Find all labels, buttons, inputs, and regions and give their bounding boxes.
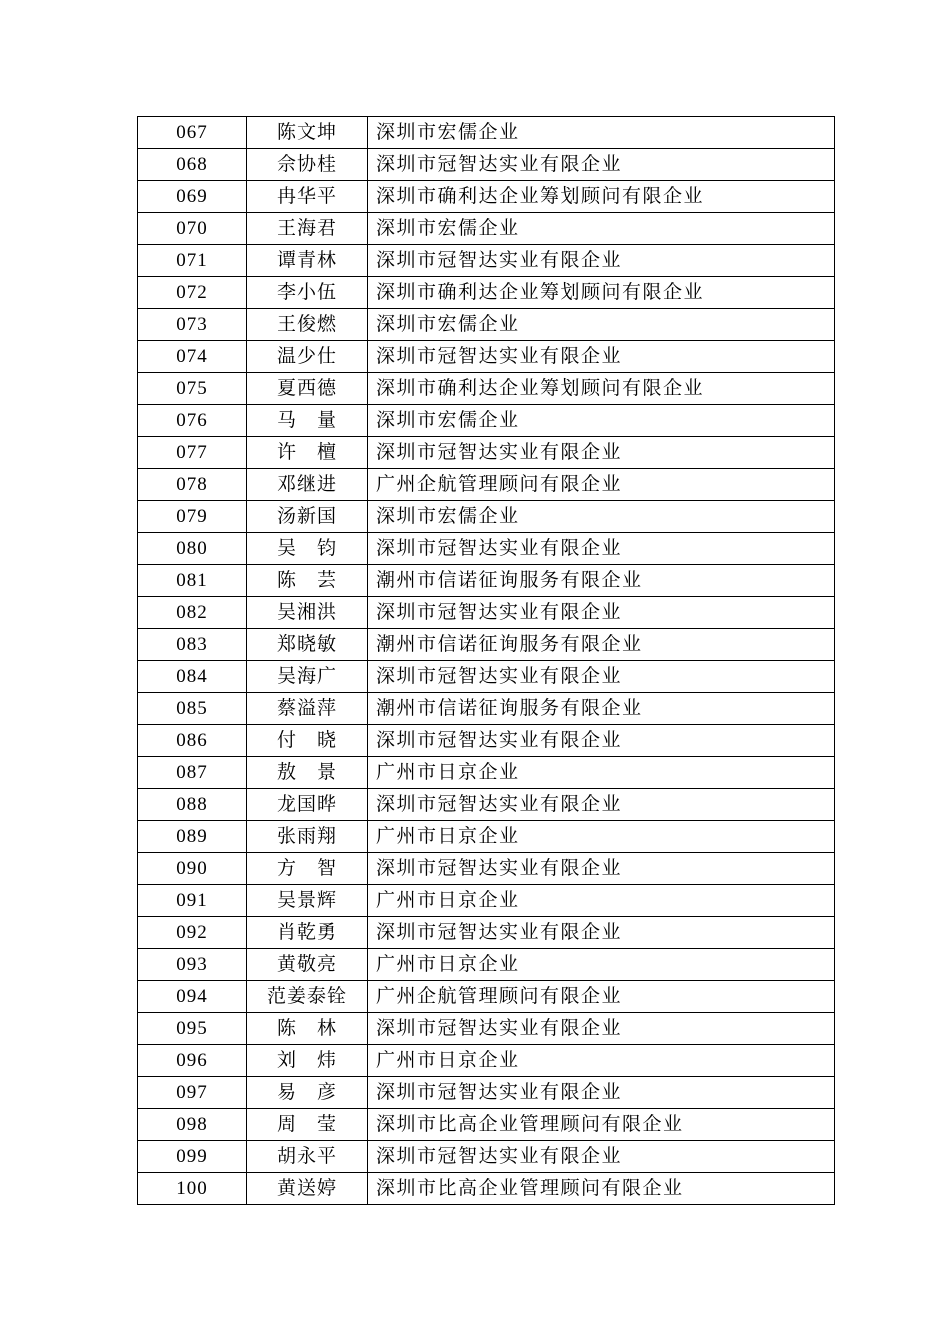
- organization-cell: 广州企航管理顾问有限企业: [368, 981, 835, 1013]
- organization-cell: 潮州市信诺征询服务有限企业: [368, 693, 835, 725]
- person-name-cell: 王俊燃: [247, 309, 368, 341]
- row-number-cell: 073: [138, 309, 247, 341]
- row-number-cell: 098: [138, 1109, 247, 1141]
- person-name-cell: 陈 林: [247, 1013, 368, 1045]
- person-name-cell: 刘 炜: [247, 1045, 368, 1077]
- row-number-cell: 095: [138, 1013, 247, 1045]
- row-number-cell: 074: [138, 341, 247, 373]
- table-row: [138, 245, 835, 277]
- person-name-cell: 马 量: [247, 405, 368, 437]
- roster-table-body: [138, 117, 835, 1205]
- person-name-cell: 范姜泰铨: [247, 981, 368, 1013]
- organization-cell: 深圳市宏儒企业: [368, 309, 835, 341]
- table-row: [138, 1077, 835, 1109]
- table-row: [138, 469, 835, 501]
- person-name-cell: 蔡溢萍: [247, 693, 368, 725]
- table-row: [138, 821, 835, 853]
- organization-cell: 深圳市冠智达实业有限企业: [368, 245, 835, 277]
- table-row: [138, 213, 835, 245]
- organization-cell: 深圳市冠智达实业有限企业: [368, 1013, 835, 1045]
- person-name-cell: 肖乾勇: [247, 917, 368, 949]
- organization-cell: 深圳市冠智达实业有限企业: [368, 661, 835, 693]
- person-name-cell: 陈文坤: [247, 117, 368, 149]
- person-name-cell: 夏西德: [247, 373, 368, 405]
- row-number-cell: 083: [138, 629, 247, 661]
- row-number-cell: 097: [138, 1077, 247, 1109]
- row-number-cell: 087: [138, 757, 247, 789]
- person-name-cell: 谭青林: [247, 245, 368, 277]
- organization-cell: 深圳市冠智达实业有限企业: [368, 437, 835, 469]
- organization-cell: 深圳市冠智达实业有限企业: [368, 1077, 835, 1109]
- organization-cell: 深圳市宏儒企业: [368, 405, 835, 437]
- table-row: [138, 693, 835, 725]
- organization-cell: 深圳市冠智达实业有限企业: [368, 149, 835, 181]
- row-number-cell: 070: [138, 213, 247, 245]
- organization-cell: 潮州市信诺征询服务有限企业: [368, 565, 835, 597]
- table-row: [138, 1109, 835, 1141]
- table-row: [138, 565, 835, 597]
- table-row: [138, 437, 835, 469]
- row-number-cell: 080: [138, 533, 247, 565]
- organization-cell: 深圳市冠智达实业有限企业: [368, 853, 835, 885]
- person-name-cell: 许 檀: [247, 437, 368, 469]
- person-name-cell: 李小伍: [247, 277, 368, 309]
- table-row: [138, 725, 835, 757]
- table-row: [138, 373, 835, 405]
- person-name-cell: 邓继进: [247, 469, 368, 501]
- table-row: [138, 501, 835, 533]
- person-name-cell: 吴景辉: [247, 885, 368, 917]
- row-number-cell: 100: [138, 1173, 247, 1205]
- person-name-cell: 周 莹: [247, 1109, 368, 1141]
- table-row: [138, 789, 835, 821]
- row-number-cell: 081: [138, 565, 247, 597]
- row-number-cell: 091: [138, 885, 247, 917]
- person-name-cell: 黄送婷: [247, 1173, 368, 1205]
- table-row: [138, 181, 835, 213]
- table-row: [138, 885, 835, 917]
- table-row: [138, 949, 835, 981]
- person-name-cell: 佘协桂: [247, 149, 368, 181]
- person-name-cell: 温少仕: [247, 341, 368, 373]
- table-row: [138, 405, 835, 437]
- row-number-cell: 086: [138, 725, 247, 757]
- table-row: [138, 1141, 835, 1173]
- organization-cell: 深圳市比高企业管理顾问有限企业: [368, 1173, 835, 1205]
- person-name-cell: 冉华平: [247, 181, 368, 213]
- table-row: [138, 149, 835, 181]
- table-row: [138, 1173, 835, 1205]
- row-number-cell: 071: [138, 245, 247, 277]
- organization-cell: 潮州市信诺征询服务有限企业: [368, 629, 835, 661]
- organization-cell: 深圳市冠智达实业有限企业: [368, 1141, 835, 1173]
- row-number-cell: 082: [138, 597, 247, 629]
- person-name-cell: 黄敬亮: [247, 949, 368, 981]
- table-row: [138, 1045, 835, 1077]
- organization-cell: 深圳市冠智达实业有限企业: [368, 917, 835, 949]
- organization-cell: 深圳市比高企业管理顾问有限企业: [368, 1109, 835, 1141]
- person-name-cell: 吴 钧: [247, 533, 368, 565]
- row-number-cell: 067: [138, 117, 247, 149]
- roster-table: [137, 116, 835, 1205]
- row-number-cell: 093: [138, 949, 247, 981]
- organization-cell: 深圳市冠智达实业有限企业: [368, 341, 835, 373]
- row-number-cell: 090: [138, 853, 247, 885]
- table-row: [138, 309, 835, 341]
- table-row: [138, 1013, 835, 1045]
- organization-cell: 深圳市确利达企业筹划顾问有限企业: [368, 181, 835, 213]
- table-row: [138, 341, 835, 373]
- person-name-cell: 吴湘洪: [247, 597, 368, 629]
- row-number-cell: 099: [138, 1141, 247, 1173]
- table-row: [138, 853, 835, 885]
- organization-cell: 深圳市冠智达实业有限企业: [368, 533, 835, 565]
- person-name-cell: 胡永平: [247, 1141, 368, 1173]
- person-name-cell: 张雨翔: [247, 821, 368, 853]
- person-name-cell: 郑晓敏: [247, 629, 368, 661]
- organization-cell: 深圳市冠智达实业有限企业: [368, 789, 835, 821]
- organization-cell: 广州市日京企业: [368, 821, 835, 853]
- table-row: [138, 661, 835, 693]
- row-number-cell: 088: [138, 789, 247, 821]
- row-number-cell: 077: [138, 437, 247, 469]
- organization-cell: 广州企航管理顾问有限企业: [368, 469, 835, 501]
- person-name-cell: 易 彦: [247, 1077, 368, 1109]
- organization-cell: 深圳市冠智达实业有限企业: [368, 597, 835, 629]
- row-number-cell: 075: [138, 373, 247, 405]
- table-row: [138, 629, 835, 661]
- table-row: [138, 757, 835, 789]
- row-number-cell: 079: [138, 501, 247, 533]
- person-name-cell: 付 晓: [247, 725, 368, 757]
- table-row: [138, 981, 835, 1013]
- organization-cell: 深圳市冠智达实业有限企业: [368, 725, 835, 757]
- person-name-cell: 汤新国: [247, 501, 368, 533]
- table-row: [138, 917, 835, 949]
- person-name-cell: 王海君: [247, 213, 368, 245]
- organization-cell: 广州市日京企业: [368, 885, 835, 917]
- person-name-cell: 方 智: [247, 853, 368, 885]
- table-row: [138, 597, 835, 629]
- table-row: [138, 277, 835, 309]
- organization-cell: 广州市日京企业: [368, 757, 835, 789]
- organization-cell: 深圳市宏儒企业: [368, 117, 835, 149]
- person-name-cell: 陈 芸: [247, 565, 368, 597]
- row-number-cell: 084: [138, 661, 247, 693]
- organization-cell: 深圳市宏儒企业: [368, 501, 835, 533]
- table-row: [138, 533, 835, 565]
- organization-cell: 深圳市确利达企业筹划顾问有限企业: [368, 373, 835, 405]
- person-name-cell: 龙国晔: [247, 789, 368, 821]
- organization-cell: 深圳市确利达企业筹划顾问有限企业: [368, 277, 835, 309]
- row-number-cell: 094: [138, 981, 247, 1013]
- row-number-cell: 078: [138, 469, 247, 501]
- person-name-cell: 敖 景: [247, 757, 368, 789]
- organization-cell: 深圳市宏儒企业: [368, 213, 835, 245]
- row-number-cell: 096: [138, 1045, 247, 1077]
- row-number-cell: 072: [138, 277, 247, 309]
- organization-cell: 广州市日京企业: [368, 1045, 835, 1077]
- row-number-cell: 089: [138, 821, 247, 853]
- row-number-cell: 068: [138, 149, 247, 181]
- row-number-cell: 092: [138, 917, 247, 949]
- row-number-cell: 076: [138, 405, 247, 437]
- organization-cell: 广州市日京企业: [368, 949, 835, 981]
- row-number-cell: 085: [138, 693, 247, 725]
- person-name-cell: 吴海广: [247, 661, 368, 693]
- row-number-cell: 069: [138, 181, 247, 213]
- table-row: [138, 117, 835, 149]
